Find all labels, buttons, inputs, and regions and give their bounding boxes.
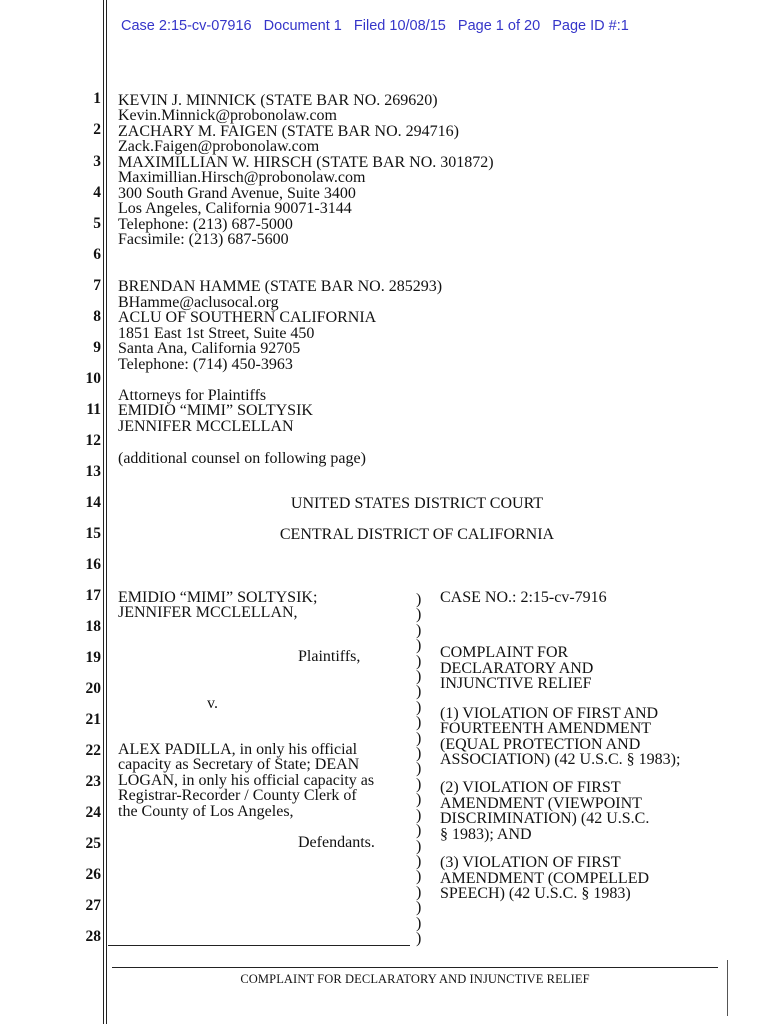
plaintiff-name: EMIDIO “MIMI” SOLTYSIK	[118, 402, 313, 419]
line-number: 25	[85, 835, 101, 852]
left-margin-rule	[103, 0, 104, 1024]
attorney-name: MAXIMILLIAN W. HIRSCH (STATE BAR NO. 301872)	[118, 154, 494, 171]
plaintiff-caption-name: JENNIFER MCCLELLAN,	[118, 604, 298, 621]
claim-line: (EQUAL PROTECTION AND	[440, 736, 641, 753]
attorney-email: BHamme@aclusocal.org	[118, 294, 279, 311]
attorney-email: Kevin.Minnick@probonolaw.com	[118, 107, 337, 124]
defendants-label: Defendants.	[298, 834, 375, 851]
line-number: 17	[85, 587, 101, 604]
line-number: 15	[85, 525, 101, 542]
defendant-caption-line: ALEX PADILLA, in only his official	[118, 741, 358, 758]
attorney-name: BRENDAN HAMME (STATE BAR NO. 285293)	[118, 278, 443, 295]
claim-line: SPEECH) (42 U.S.C. § 1983)	[440, 885, 631, 902]
organization-telephone: Telephone: (714) 450-3963	[118, 356, 293, 373]
document-title-line: DECLARATORY AND	[440, 660, 594, 677]
line-number: 3	[93, 153, 101, 170]
line-number: 26	[85, 866, 101, 883]
line-number: 1	[93, 90, 101, 107]
attorney-name: KEVIN J. MINNICK (STATE BAR NO. 269620)	[118, 92, 438, 109]
attorney-email: Zack.Faigen@probonolaw.com	[118, 138, 320, 155]
versus-label: v.	[207, 695, 218, 712]
additional-counsel-note: (additional counsel on following page)	[118, 450, 366, 467]
organization-address: 1851 East 1st Street, Suite 450	[118, 325, 315, 342]
line-number: 4	[93, 184, 101, 201]
firm-facsimile: Facsimile: (213) 687-5600	[118, 231, 289, 248]
claim-line: FOURTEENTH AMENDMENT	[440, 720, 652, 737]
line-number: 9	[93, 339, 101, 356]
document-title-line: COMPLAINT FOR	[440, 644, 569, 661]
claim-line: (3) VIOLATION OF FIRST	[440, 854, 621, 871]
claim-line: (1) VIOLATION OF FIRST AND	[440, 705, 659, 722]
claim-line: AMENDMENT (VIEWPOINT	[440, 795, 642, 812]
line-number: 21	[85, 711, 101, 728]
attorney-name: ZACHARY M. FAIGEN (STATE BAR NO. 294716)	[118, 123, 459, 140]
defendant-caption-line: LOGAN, in only his official capacity as	[118, 772, 375, 789]
court-district: CENTRAL DISTRICT OF CALIFORNIA	[279, 526, 555, 543]
court-name: UNITED STATES DISTRICT COURT	[290, 495, 544, 512]
plaintiff-caption-name: EMIDIO “MIMI” SOLTYSIK;	[118, 589, 318, 606]
line-number: 7	[93, 277, 101, 294]
line-number: 24	[85, 804, 101, 821]
case-number: CASE NO.: 2:15-cv-7916	[440, 589, 607, 606]
claim-line: ASSOCIATION) (42 U.S.C. § 1983);	[440, 751, 681, 768]
right-margin-rule	[727, 960, 728, 1016]
claim-line: AMENDMENT (COMPELLED	[440, 870, 650, 887]
page-footer: COMPLAINT FOR DECLARATORY AND INJUNCTIVE RELIEF	[240, 972, 590, 986]
line-number: 20	[85, 680, 101, 697]
line-number: 2	[93, 121, 101, 138]
document-title-line: INJUNCTIVE RELIEF	[440, 675, 592, 692]
firm-telephone: Telephone: (213) 687-5000	[118, 216, 293, 233]
claim-line: § 1983); AND	[440, 826, 532, 843]
line-number: 11	[86, 401, 101, 418]
line-number: 27	[85, 897, 101, 914]
line-number: 23	[85, 773, 101, 790]
filing-stamp: Case 2:15-cv-07916 Document 1 Filed 10/08/15 Page 1 of 20 Page ID #:1	[121, 18, 629, 34]
line-number: 5	[93, 215, 101, 232]
line-number: 19	[85, 649, 101, 666]
defendant-caption-line: capacity as Secretary of State; DEAN	[118, 756, 360, 773]
line-number: 6	[93, 246, 101, 263]
line-number: 18	[85, 618, 101, 635]
line-number: 12	[85, 432, 101, 449]
left-margin-rule-inner	[106, 0, 107, 1024]
firm-city: Los Angeles, California 90071-3144	[118, 200, 352, 217]
line-number: 13	[85, 463, 101, 480]
organization-name: ACLU OF SOUTHERN CALIFORNIA	[118, 309, 377, 326]
line-number: 28	[85, 928, 101, 945]
defendant-caption-line: the County of Los Angeles,	[118, 803, 294, 820]
line-number: 10	[85, 370, 101, 387]
plaintiff-name: JENNIFER MCCLELLAN	[118, 418, 294, 435]
attorney-email: Maximillian.Hirsch@probonolaw.com	[118, 169, 366, 186]
plaintiffs-label: Plaintiffs,	[298, 648, 361, 665]
caption-parenthesis-column: ) ) ) ) ) ) ) ) ) ) ) ) ) ) ) ) ) ) ) ) ) ) )	[416, 591, 422, 947]
line-number: 22	[85, 742, 101, 759]
claim-line: (2) VIOLATION OF FIRST	[440, 779, 621, 796]
line-number: 8	[93, 308, 101, 325]
line-number: 16	[85, 556, 101, 573]
firm-address: 300 South Grand Avenue, Suite 3400	[118, 185, 356, 202]
claim-line: DISCRIMINATION) (42 U.S.C.	[440, 810, 650, 827]
caption-underline	[108, 945, 410, 946]
organization-city: Santa Ana, California 92705	[118, 340, 301, 357]
footer-rule	[112, 967, 718, 968]
line-number: 14	[85, 494, 101, 511]
attorneys-for-label: Attorneys for Plaintiffs	[118, 387, 267, 404]
defendant-caption-line: Registrar-Recorder / County Clerk of	[118, 787, 357, 804]
